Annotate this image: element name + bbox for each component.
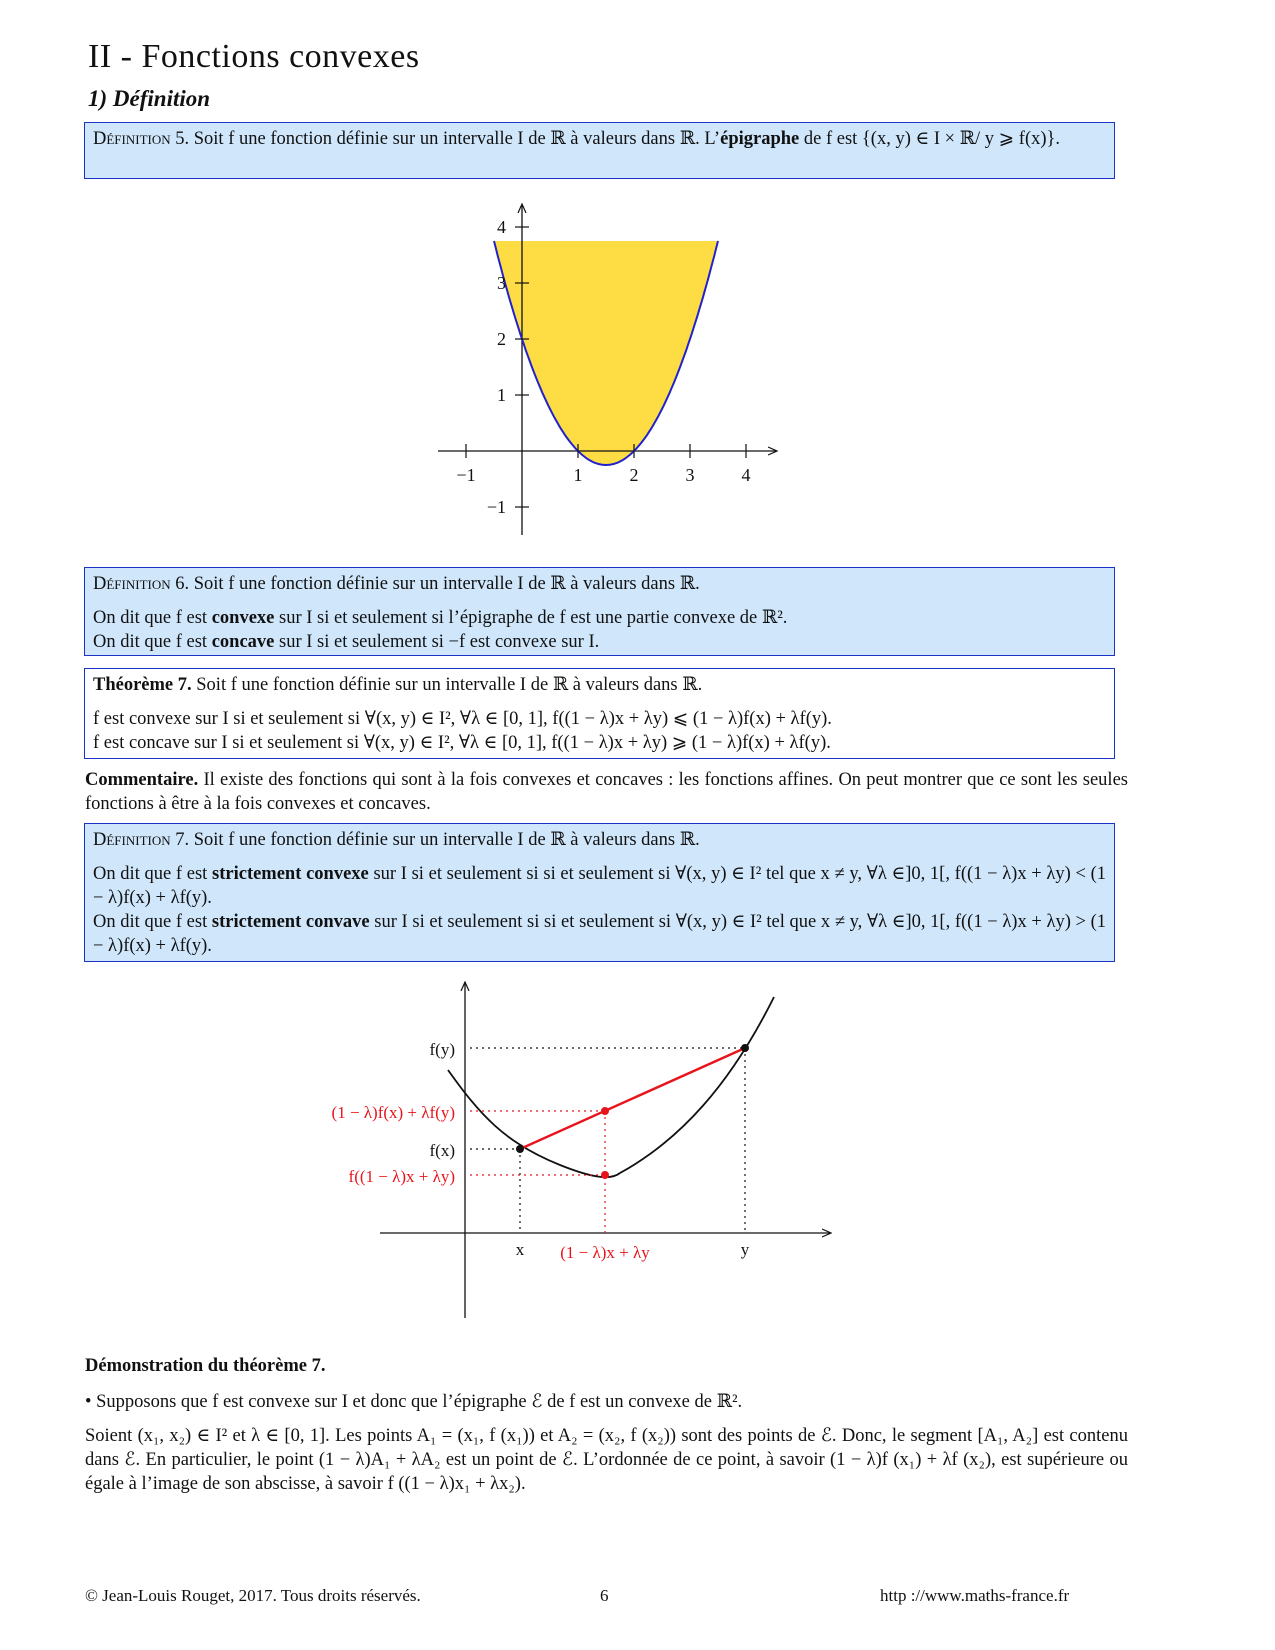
y-tick-label: 4 <box>497 217 506 237</box>
definition-7-p1b: sur I si et seulement si si et seulement si ∀(x, y) ∈ I² tel que x ≠ y, ∀λ ∈]0, 1[, f((1 − λ)x + λy) < (1 − λ)f(x) + λf(y). <box>93 864 1106 908</box>
definition-5-box <box>84 122 1115 179</box>
footer-page-number: 6 <box>600 1586 609 1605</box>
demo-title: Démonstration du théorème 7. <box>85 1356 326 1376</box>
definition-6-term-convexe: convexe <box>211 608 275 628</box>
black-guides <box>470 1048 745 1233</box>
subsection-title: 1) Définition <box>88 86 211 111</box>
definition-5-text2: de f est {(x, y) ∈ I × ℝ/ y ⩾ f(x)}. <box>799 129 1061 149</box>
y-tick-label: 3 <box>497 273 506 293</box>
comment-text: Il existe des fonctions qui sont à la fois convexes et concaves : les fonctions affines. On peut montrer que ce sont les seules fonctions à être à la fois convexes et concaves. <box>85 770 1128 814</box>
definition-6-label: Définition 6. <box>93 574 190 594</box>
point-x <box>516 1145 524 1153</box>
definition-6-box <box>84 567 1115 656</box>
theorem-7-convex-statement: f est convexe sur I si et seulement si ∀(x, y) ∈ I², ∀λ ∈ [0, 1], f((1 − λ)x + λy) ⩽ (1 − λ)f(x) + λf(y). <box>93 709 832 729</box>
definition-6-line1: Soit f une fonction définie sur un intervalle I de ℝ à valeurs dans ℝ. <box>193 574 700 594</box>
section-title: II - Fonctions convexes <box>88 38 420 75</box>
chord-segment <box>520 1048 745 1149</box>
definition-6-line3a: On dit que f est <box>93 632 212 652</box>
epigraph-chart <box>420 190 800 545</box>
x-tick-label: −1 <box>456 465 476 485</box>
definition-7-label: Définition 7. <box>93 830 190 850</box>
x-tick-label: 4 <box>741 465 751 485</box>
footer-copyright: © Jean-Louis Rouget, 2017. Tous droits réservés. <box>85 1586 421 1605</box>
y-tick-label: 2 <box>497 329 506 349</box>
comment-label: Commentaire. <box>85 770 199 790</box>
label-curve-value: f((1 − λ)x + λy) <box>348 1167 455 1186</box>
label-chord-value: (1 − λ)f(x) + λf(y) <box>331 1103 455 1122</box>
definition-7-box <box>84 823 1115 962</box>
y-tick-label: −1 <box>486 497 506 517</box>
demo-bullet: • Supposons que f est convexe sur I et donc que l’épigraphe ℰ de f est un convexe de ℝ². <box>85 1392 743 1412</box>
label-y: y <box>740 1240 750 1259</box>
definition-7-line1: Soit f une fonction définie sur un intervalle I de ℝ à valeurs dans ℝ. <box>193 830 700 850</box>
theorem-7-line1: Soit f une fonction définie sur un intervalle I de ℝ à valeurs dans ℝ. <box>196 675 703 695</box>
theorem-7-box <box>84 668 1115 759</box>
demo-paragraph: Soient (x₁, x₂) ∈ I² et λ ∈ [0, 1]. Les points A₁ = (x₁, f (x₁)) et A₂ = (x₂, f (x₂)) sont des points de ℰ. Donc, le segment [A₁, A₂] est contenu dans ℰ. En particulier, le point (1 − λ)A₁ + λA₂ est un point de ℰ. L’ordonnée de ce point, à savoir (1 − λ)f (x₁) + λf (x₂), est supérieure ou égale à l’image de son abscisse, à savoir f ((1 − λ)x₁ + λx₂). <box>85 1426 1128 1494</box>
convexity-chart <box>300 975 840 1325</box>
x-tick-label: 3 <box>685 465 695 485</box>
footer-url[interactable]: http ://www.maths-france.fr <box>880 1586 1070 1605</box>
definition-5-label: Définition 5. <box>93 129 190 149</box>
definition-7-p2a: On dit que f est <box>93 912 212 932</box>
comment-paragraph <box>85 768 1128 816</box>
label-x: x <box>515 1240 525 1259</box>
definition-6-line2b: sur I si et seulement si l’épigraphe de f est une partie convexe de ℝ². <box>274 608 788 628</box>
definition-6-term-concave: concave <box>211 632 275 652</box>
point-y <box>741 1044 749 1052</box>
definition-7-p1a: On dit que f est <box>93 864 213 884</box>
red-guides <box>470 1111 605 1233</box>
x-tick-label: 2 <box>629 465 639 485</box>
x-tick-label: 1 <box>573 465 583 485</box>
definition-5-text: Soit f une fonction définie sur un intervalle I de ℝ à valeurs dans ℝ. L’ <box>193 129 721 149</box>
definition-7-term-strict-convex: strictement convexe <box>212 864 369 884</box>
label-fy: f(y) <box>429 1040 455 1059</box>
theorem-7-label: Théorème 7. <box>93 675 192 695</box>
definition-6-line2a: On dit que f est <box>93 608 212 628</box>
definition-7-p2b: sur I si et seulement si si et seulement si ∀(x, y) ∈ I² tel que x ≠ y, ∀λ ∈]0, 1[, f((1 − λ)x + λy) > (1 − λ)f(x) + λf(y). <box>93 912 1107 956</box>
y-tick-label: 1 <box>497 385 506 405</box>
label-fx: f(x) <box>429 1141 455 1160</box>
convex-curve <box>448 997 774 1177</box>
theorem-7-concave-statement: f est concave sur I si et seulement si ∀(x, y) ∈ I², ∀λ ∈ [0, 1], f((1 − λ)x + λy) ⩾ (1 − λ)f(x) + λf(y). <box>93 733 831 753</box>
chord-point <box>601 1107 609 1115</box>
definition-6-line3b: sur I si et seulement si −f est convexe sur I. <box>274 632 600 652</box>
label-mid-abscissa: (1 − λ)x + λy <box>560 1243 650 1262</box>
definition-7-term-strict-concave: strictement convave <box>211 912 370 932</box>
definition-5-term: épigraphe <box>720 129 800 149</box>
curve-point <box>601 1171 609 1179</box>
